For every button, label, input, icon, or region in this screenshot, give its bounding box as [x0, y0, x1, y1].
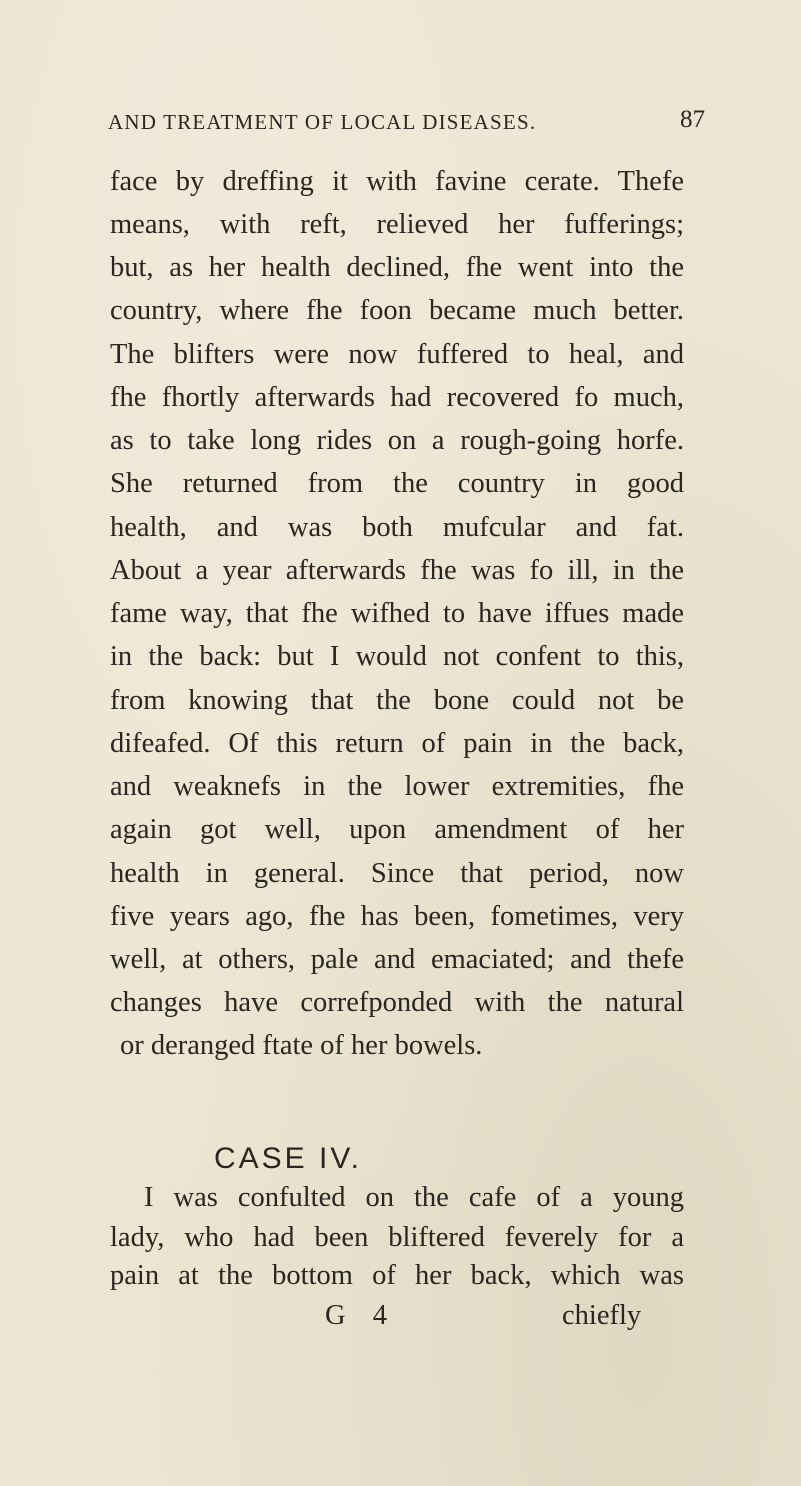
case-text-line: I was confulted on the cafe of a young [144, 1182, 684, 1213]
text-line: changes have correfponded with the natural [110, 987, 684, 1018]
page-number: 87 [680, 106, 705, 133]
text-line: again got well, upon amendment of her [110, 814, 684, 845]
text-line: but, as her health declined, fhe went into the [110, 252, 684, 283]
case-heading: CASE IV. [214, 1142, 362, 1175]
text-line-last: or deranged ftate of her bowels. [120, 1030, 483, 1061]
text-line: country, where fhe foon became much better. [110, 295, 684, 326]
text-line: The blifters were now fuffered to heal, and [110, 339, 684, 370]
case-text-line: pain at the bottom of her back, which was [110, 1260, 684, 1291]
text-line: fhe fhortly afterwards had recovered fo much, [110, 382, 684, 413]
catchword: chiefly [562, 1300, 642, 1331]
page-footer [0, 1300, 801, 1336]
text-line: from knowing that the bone could not be [110, 685, 684, 716]
text-line: means, with reft, relieved her fufferings; [110, 209, 684, 240]
text-line: and weaknefs in the lower extremities, fhe [110, 771, 684, 802]
text-line: face by dreffing it with favine cerate. Thefe [110, 166, 684, 197]
text-line: fame way, that fhe wifhed to have iffues made [110, 598, 684, 629]
text-line: health, and was both mufcular and fat. [110, 512, 684, 543]
case-text-line: lady, who had been bliftered feverely for a [110, 1222, 684, 1253]
text-line: five years ago, fhe has been, fometimes, very [110, 901, 684, 932]
text-line: She returned from the country in good [110, 468, 684, 499]
text-line: in the back: but I would not confent to this, [110, 641, 684, 672]
text-line: as to take long rides on a rough-going horfe. [110, 425, 684, 456]
signature-mark: G 4 [325, 1300, 397, 1331]
text-line: well, at others, pale and emaciated; and thefe [110, 944, 684, 975]
text-line: About a year afterwards fhe was fo ill, in the [110, 555, 684, 586]
running-head [108, 106, 708, 140]
text-line: difeafed. Of this return of pain in the back, [110, 728, 684, 759]
running-title: AND TREATMENT OF LOCAL DISEASES. [108, 110, 537, 134]
text-line: health in general. Since that period, now [110, 858, 684, 889]
